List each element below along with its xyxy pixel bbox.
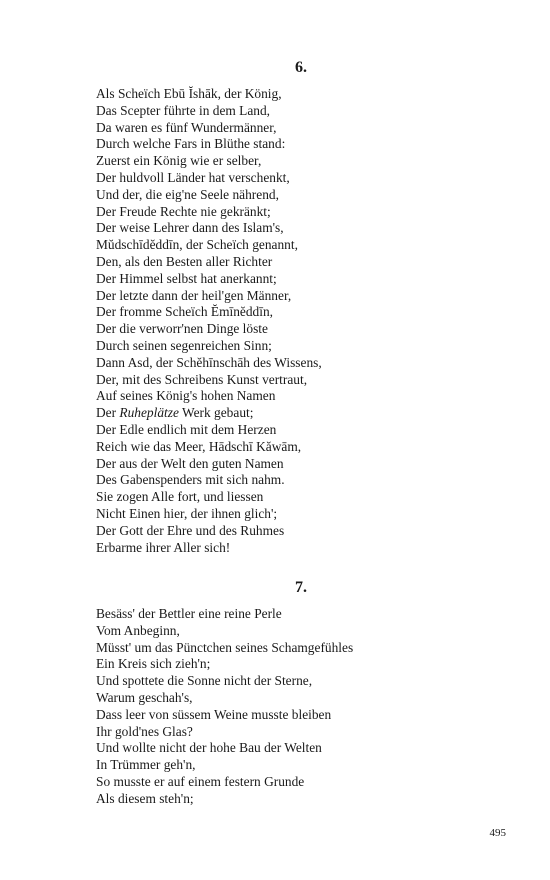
verse-line: Sie zogen Alle fort, und liessen: [96, 489, 264, 505]
verse-line: Der Freude Rechte nie gekränkt;: [96, 203, 271, 219]
verse-line: Vom Anbeginn,: [96, 622, 180, 638]
verse-line: Als diesem steh'n;: [96, 790, 194, 806]
poem-number: 7.: [295, 579, 307, 596]
verse-line: Mŭdschīdĕddīn, der Scheïch genannt,: [96, 237, 298, 253]
verse-line: Das Scepter führte in dem Land,: [96, 102, 271, 118]
verse-line: Der Edle endlich mit dem Herzen: [96, 421, 277, 437]
verse-line: Besäss' der Bettler eine reine Perle: [96, 606, 282, 621]
verse-line: Und spottete die Sonne nicht der Sterne,: [96, 673, 313, 689]
verse-line: Der aus der Welt den guten Namen: [96, 455, 284, 471]
verse-line: Ihr gold'nes Glas?: [96, 723, 193, 739]
verse-line: Der die verworr'nen Dinge löste: [96, 321, 268, 337]
verse-line: In Trümmer geh'n,: [96, 757, 196, 773]
verse-line: Ein Kreis sich zieh'n;: [96, 656, 211, 672]
poem-lines: [96, 606, 496, 808]
page-number: 495: [489, 827, 506, 839]
verse-line: Nicht Einen hier, der ihnen glich';: [96, 505, 278, 521]
verse-line: Zuerst ein König wie er selber,: [96, 153, 262, 169]
verse-line: Warum geschah's,: [96, 689, 193, 705]
verse-line: Da waren es fünf Wundermänner,: [96, 119, 277, 135]
verse-line: Der Gott der Ehre und des Ruhmes: [96, 522, 285, 538]
verse-line: Dann Asd, der Schĕhīnschāh des Wissens,: [96, 354, 322, 370]
verse-line: Reich wie das Meer, Hādschī Kăwām,: [96, 438, 302, 454]
verse-line: Des Gabenspenders mit sich nahm.: [96, 472, 285, 488]
verse-line: Der letzte dann der heil'gen Männer,: [96, 287, 292, 303]
verse-line: Der Himmel selbst hat anerkannt;: [96, 270, 277, 286]
verse-line: Der fromme Scheïch Ĕmīnĕddīn,: [96, 304, 274, 320]
verse-line: Den, als den Besten aller Richter: [96, 253, 273, 269]
verse-line: Und der, die eig'ne Seele nährend,: [96, 186, 279, 202]
verse-line: Dass leer von süssem Weine musste bleiben: [96, 706, 332, 722]
verse-line: Durch seinen segenreichen Sinn;: [96, 337, 272, 353]
verse-line: Müsst' um das Pünctchen seines Schamgefühles: [96, 639, 354, 655]
verse-line: Als Scheïch Ebū Ĭshāk, der König,: [96, 86, 282, 101]
verse-line: Durch welche Fars in Blüthe stand:: [96, 136, 286, 152]
poem-7: [96, 578, 496, 808]
verse-line: Der Ruheplätze Werk gebaut;: [96, 405, 254, 421]
verse-line: Der weise Lehrer dann des Islam's,: [96, 220, 284, 236]
verse-line: So musste er auf einem festern Grunde: [96, 773, 305, 789]
verse-line: Auf seines König's hohen Namen: [96, 388, 276, 404]
verse-line: Der huldvoll Länder hat verschenkt,: [96, 169, 290, 185]
verse-line: Der, mit des Schreibens Kunst vertraut,: [96, 371, 308, 387]
poem-number: 6.: [295, 59, 307, 76]
poem-6: [96, 58, 496, 556]
poem-lines: [96, 86, 496, 556]
verse-line: Erbarme ihrer Aller sich!: [96, 539, 231, 555]
verse-line: Und wollte nicht der hohe Bau der Welten: [96, 740, 322, 756]
